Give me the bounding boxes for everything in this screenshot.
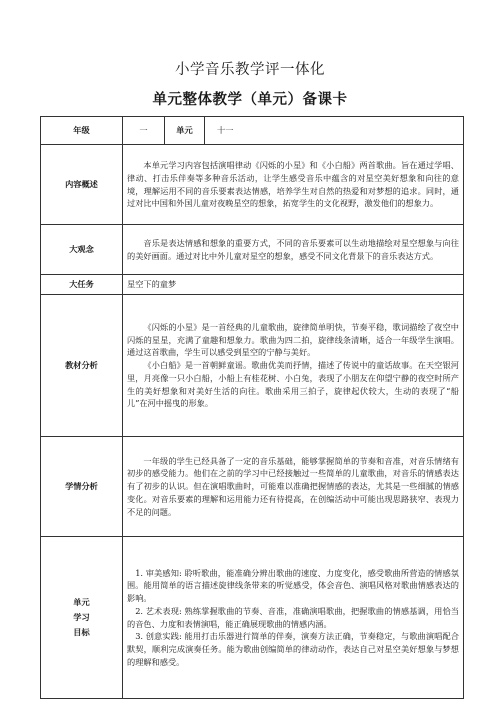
unit-value: 十一 — [205, 117, 464, 145]
goals-label: 单元 学习 目标 — [41, 537, 123, 699]
big-idea-label: 大观念 — [41, 225, 123, 275]
material-text: 《闪烁的小星》是一首经典的儿童歌曲，旋律简单明快，节奏平稳，歌词描绘了夜空中闪烁的星星，充满了童趣和想象力。歌曲为四二拍，旋律线条清晰，适合一年级学生演唱。通过这首歌曲，学生可以感受到星空的宁静与美好。 《小白船》是一首朝鲜童谣。歌曲优美而抒情，描述了传说中的童话故事。在天空银河里，月亮像一只小白船，小船上有桂花树、小白兔，表现了小朋友在仰望宁静的夜空时所产生的美好想象和对美好生活的向往。歌曲采用三拍子，旋律起伏较大，生动的表现了“船儿”在河中摇曳的形象。 — [123, 295, 464, 437]
grade-value: 一 — [123, 117, 165, 145]
overview-row — [41, 145, 464, 225]
big-task-text: 星空下的童梦 — [123, 275, 464, 295]
material-label: 教材分析 — [41, 295, 123, 437]
overview-text: 本单元学习内容包括演唱律动《闪烁的小星》和《小白船》两首歌曲。旨在通过学唱、律动、打击乐伴奏等多种音乐活动，让学生感受音乐中蕴含的对星空美好想象和向往的意境，理解运用不同的音乐要素表达情感，培养学生对自然的热爱和对梦想的追求。同时，通过对比中国和外国儿童对夜晚星空的想象，拓宽学生的文化视野，激发他们的想象力。 — [123, 145, 464, 225]
goals-row — [41, 537, 464, 699]
page-title: 小学音乐教学评一体化 — [175, 62, 325, 78]
lesson-card-table — [40, 116, 464, 699]
students-label: 学情分析 — [41, 437, 123, 537]
goal-item: 1. 审美感知: 聆听歌曲，能准确分辨出歌曲的速度、力度变化，感受歌曲所营造的情感氛围。能用简单的语言描述旋律线条带来的听觉感受，体会音色、演唱风格对歌曲情感表达的影响。 — [127, 567, 459, 604]
big-idea-row — [41, 225, 464, 275]
students-row — [41, 437, 464, 537]
material-row — [41, 295, 464, 437]
goal-item: 3. 创意实践: 能用打击乐器进行简单的伴奏，演奏方法正确，节奏稳定，与歌曲演唱配合默契，顺利完成演奏任务。能为歌曲创编简单的律动动作，表达自己对星空美好想象与梦想的理解和感受。 — [127, 631, 459, 667]
overview-label: 内容概述 — [41, 145, 123, 225]
goal-item: 2. 艺术表现: 熟练掌握歌曲的节奏、音准，准确演唱歌曲，把握歌曲的情感基调，用恰当的音色、力度和表情演唱，能正确展现歌曲的情感内涵。 — [127, 605, 459, 629]
students-text: 一年级的学生已经具备了一定的音乐基础，能够掌握简单的节奏和音准，对音乐情绪有初步的感受能力。他们在之前的学习中已经接触过一些简单的儿童歌曲，对音乐的情感表达有了初步的认识。但在演唱歌曲时，可能难以准确把握情感的表达，尤其是一些细腻的情感变化。对音乐要素的理解和运用能力还有待提高，在创编活动中可能出现思路狭窄、表现力不足的问题。 — [123, 437, 464, 537]
unit-label: 单元 — [165, 117, 205, 145]
big-task-label: 大任务 — [41, 275, 123, 295]
goals-text — [123, 537, 464, 699]
grade-label: 年级 — [41, 117, 123, 145]
grade-row — [41, 117, 464, 145]
big-idea-text: 音乐是表达情感和想象的重要方式，不同的音乐要素可以生动地描绘对星空想象与向往的美好画面。通过对比中外儿童对星空的想象，感受不同文化背景下的音乐表达方式。 — [123, 225, 464, 275]
page-subtitle: 单元整体教学（单元）备课卡 — [152, 92, 348, 108]
big-task-row — [41, 275, 464, 295]
